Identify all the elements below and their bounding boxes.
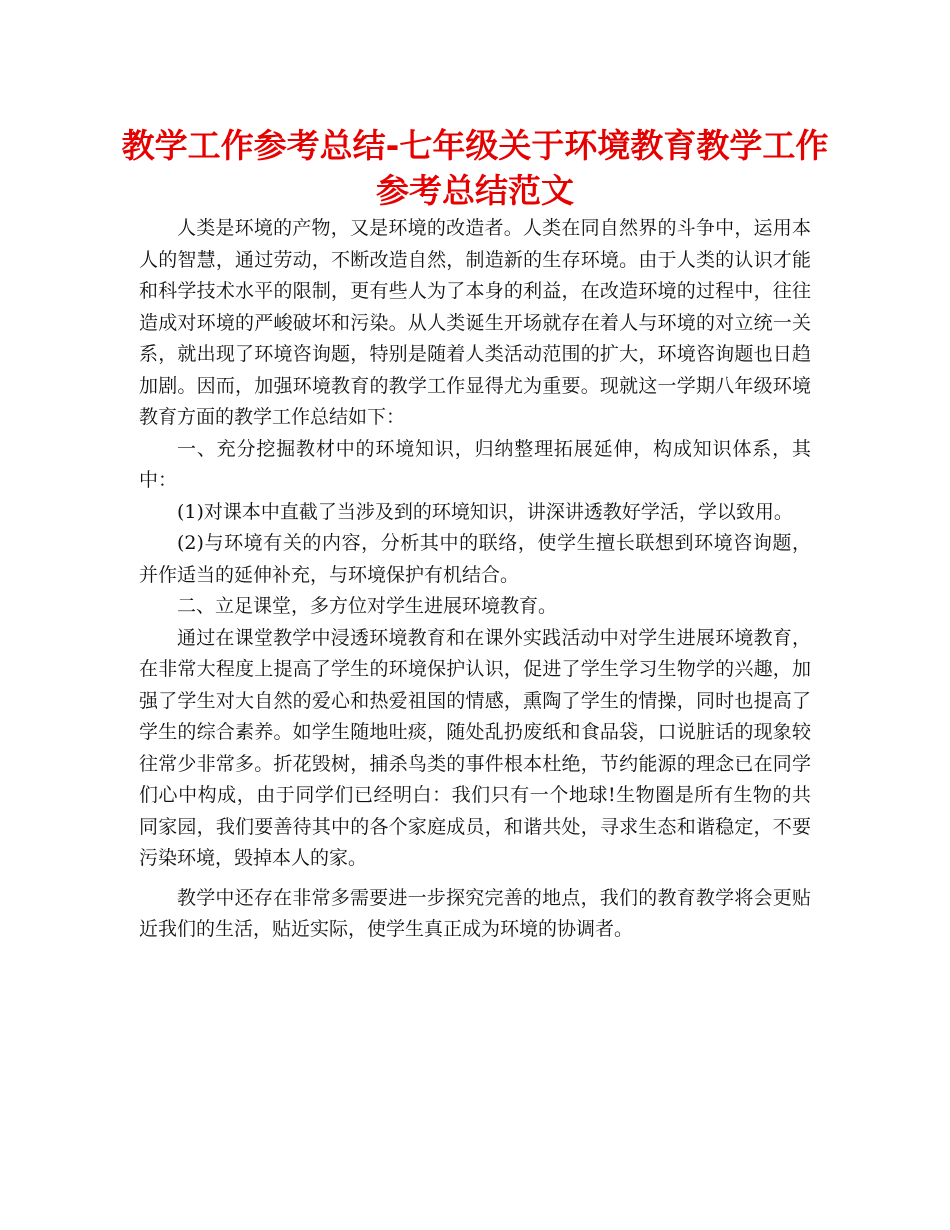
- paragraph-practice: 通过在课堂教学中浸透环境教育和在课外实践活动中对学生进展环境教育，在非常大程度上提高了学生的环境保护认识，促进了学生学习生物学的兴趣，加强了学生对大自然的爱心和热爱祖国的情感，熏陶了学生的情操，同时也提高了学生的综合素养。如学生随地吐痰，随处乱扔废纸和食品袋，口说脏话的现象较往常少非常多。折花毁树，捕杀鸟类的事件根本杜绝，节约能源的理念已在同学们心中构成，由于同学们已经明白：我们只有一个地球!生物圈是所有生物的共同家园，我们要善待其中的各个家庭成员，和谐共处，寻求生态和谐稳定，不要污染环境，毁掉本人的家。: [139, 626, 811, 869]
- paragraph-point-two: 二、立足课堂，多方位对学生进展环境教育。: [177, 595, 558, 617]
- paragraph-conclusion: 教学中还存在非常多需要进一步探究完善的地点，我们的教育教学将会更贴近我们的生活，贴近实际，使学生真正成为环境的协调者。: [139, 886, 811, 940]
- paragraph-sub-two: (2)与环境有关的内容，分析其中的联络，使学生擅长联想到环境咨询题，并作适当的延伸补充，与环境保护有机结合。: [139, 532, 811, 586]
- paragraph-intro: 人类是环境的产物，又是环境的改造者。人类在同自然界的斗争中，运用本人的智慧，通过劳动，不断改造自然，制造新的生存环境。由于人类的认识才能和科学技术水平的限制，更有些人为了本身的利益，在改造环境的过程中，往往造成对环境的严峻破坏和污染。从人类诞生开场就存在着人与环境的对立统一关系，就出现了环境咨询题，特别是随着人类活动范围的扩大，环境咨询题也日趋加剧。因而，加强环境教育的教学工作显得尤为重要。现就这一学期八年级环境教育方面的教学工作总结如下：: [139, 217, 811, 428]
- paragraph-point-one: 一、充分挖掘教材中的环境知识，归纳整理拓展延伸，构成知识体系，其中：: [139, 437, 811, 491]
- document-title-line-2: 参考总结范文: [376, 171, 574, 210]
- document-body: [139, 213, 811, 946]
- paragraph-sub-one: (1)对课本中直截了当涉及到的环境知识，讲深讲透教好学活，学以致用。: [177, 500, 793, 523]
- document-title-line-1: 教学工作参考总结-七年级关于环境教育教学工作: [121, 126, 829, 165]
